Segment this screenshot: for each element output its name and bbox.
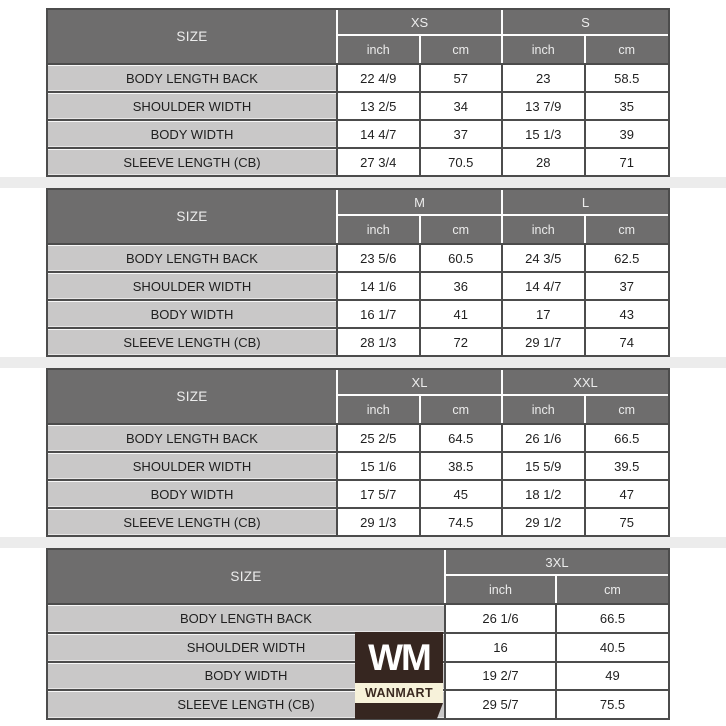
unit-header-inch: inch bbox=[446, 576, 557, 603]
value-cell: 13 7/9 bbox=[503, 91, 586, 119]
unit-header-cm: cm bbox=[586, 396, 669, 423]
unit-header-cm: cm bbox=[421, 396, 504, 423]
value-cell: 24 3/5 bbox=[503, 243, 586, 271]
size-table-xl-xxl bbox=[46, 368, 670, 537]
value-cell: 19 2/7 bbox=[446, 661, 557, 690]
value-cell: 36 bbox=[421, 271, 504, 299]
size-group-header-xl: XL bbox=[338, 370, 503, 396]
value-cell: 18 1/2 bbox=[503, 479, 586, 507]
value-cell: 66.5 bbox=[586, 423, 669, 451]
row-label: SHOULDER WIDTH bbox=[48, 632, 446, 661]
value-cell: 70.5 bbox=[421, 147, 504, 175]
size-column-header: SIZE bbox=[48, 550, 446, 603]
unit-header-cm: cm bbox=[421, 36, 504, 63]
unit-header-inch: inch bbox=[338, 396, 421, 423]
row-label: BODY WIDTH bbox=[48, 299, 338, 327]
size-group-header-m: M bbox=[338, 190, 503, 216]
value-cell: 38.5 bbox=[421, 451, 504, 479]
value-cell: 14 1/6 bbox=[338, 271, 421, 299]
size-column-header: SIZE bbox=[48, 370, 338, 423]
value-cell: 58.5 bbox=[586, 63, 669, 91]
value-cell: 22 4/9 bbox=[338, 63, 421, 91]
size-group-header-l: L bbox=[503, 190, 668, 216]
value-cell: 39 bbox=[586, 119, 669, 147]
value-cell: 17 5/7 bbox=[338, 479, 421, 507]
unit-header-cm: cm bbox=[557, 576, 668, 603]
row-label: SHOULDER WIDTH bbox=[48, 271, 338, 299]
row-label: BODY LENGTH BACK bbox=[48, 423, 338, 451]
value-cell: 14 4/7 bbox=[338, 119, 421, 147]
row-label: SLEEVE LENGTH (CB) bbox=[48, 689, 446, 718]
row-label: BODY WIDTH bbox=[48, 661, 446, 690]
value-cell: 60.5 bbox=[421, 243, 504, 271]
value-cell: 45 bbox=[421, 479, 504, 507]
value-cell: 75 bbox=[586, 507, 669, 535]
row-label: SHOULDER WIDTH bbox=[48, 451, 338, 479]
unit-header-inch: inch bbox=[338, 36, 421, 63]
value-cell: 23 5/6 bbox=[338, 243, 421, 271]
row-label: BODY WIDTH bbox=[48, 479, 338, 507]
size-table-xs-s bbox=[46, 8, 670, 177]
value-cell: 15 1/6 bbox=[338, 451, 421, 479]
value-cell: 49 bbox=[557, 661, 668, 690]
size-chart-sheet bbox=[46, 8, 670, 720]
value-cell: 57 bbox=[421, 63, 504, 91]
logo-monogram: WM bbox=[355, 632, 443, 683]
value-cell: 26 1/6 bbox=[446, 603, 557, 632]
value-cell: 64.5 bbox=[421, 423, 504, 451]
size-group-header-xs: XS bbox=[338, 10, 503, 36]
value-cell: 29 5/7 bbox=[446, 689, 557, 718]
size-table-m-l bbox=[46, 188, 670, 357]
value-cell: 39.5 bbox=[586, 451, 669, 479]
value-cell: 29 1/3 bbox=[338, 507, 421, 535]
value-cell: 28 1/3 bbox=[338, 327, 421, 355]
size-column-header: SIZE bbox=[48, 10, 338, 63]
row-label: SHOULDER WIDTH bbox=[48, 91, 338, 119]
value-cell: 17 bbox=[503, 299, 586, 327]
wanmart-logo bbox=[355, 632, 443, 719]
size-column-header: SIZE bbox=[48, 190, 338, 243]
value-cell: 14 4/7 bbox=[503, 271, 586, 299]
value-cell: 74 bbox=[586, 327, 669, 355]
unit-header-inch: inch bbox=[503, 216, 586, 243]
row-label: BODY WIDTH bbox=[48, 119, 338, 147]
value-cell: 34 bbox=[421, 91, 504, 119]
row-label: BODY LENGTH BACK bbox=[48, 63, 338, 91]
unit-header-inch: inch bbox=[503, 36, 586, 63]
value-cell: 23 bbox=[503, 63, 586, 91]
row-label: BODY LENGTH BACK bbox=[48, 603, 446, 632]
row-label: SLEEVE LENGTH (CB) bbox=[48, 507, 338, 535]
value-cell: 13 2/5 bbox=[338, 91, 421, 119]
value-cell: 40.5 bbox=[557, 632, 668, 661]
value-cell: 28 bbox=[503, 147, 586, 175]
value-cell: 35 bbox=[586, 91, 669, 119]
logo-ribbon bbox=[355, 703, 443, 719]
row-label: SLEEVE LENGTH (CB) bbox=[48, 147, 338, 175]
value-cell: 37 bbox=[586, 271, 669, 299]
value-cell: 27 3/4 bbox=[338, 147, 421, 175]
value-cell: 71 bbox=[586, 147, 669, 175]
value-cell: 72 bbox=[421, 327, 504, 355]
value-cell: 75.5 bbox=[557, 689, 668, 718]
value-cell: 16 bbox=[446, 632, 557, 661]
value-cell: 62.5 bbox=[586, 243, 669, 271]
unit-header-inch: inch bbox=[503, 396, 586, 423]
size-group-header-3xl: 3XL bbox=[446, 550, 668, 576]
value-cell: 74.5 bbox=[421, 507, 504, 535]
value-cell: 26 1/6 bbox=[503, 423, 586, 451]
value-cell: 29 1/2 bbox=[503, 507, 586, 535]
value-cell: 47 bbox=[586, 479, 669, 507]
value-cell: 37 bbox=[421, 119, 504, 147]
value-cell: 41 bbox=[421, 299, 504, 327]
value-cell: 15 5/9 bbox=[503, 451, 586, 479]
logo-wordmark: WANMART bbox=[355, 683, 443, 703]
unit-header-inch: inch bbox=[338, 216, 421, 243]
unit-header-cm: cm bbox=[586, 216, 669, 243]
unit-header-cm: cm bbox=[421, 216, 504, 243]
value-cell: 43 bbox=[586, 299, 669, 327]
value-cell: 29 1/7 bbox=[503, 327, 586, 355]
row-label: SLEEVE LENGTH (CB) bbox=[48, 327, 338, 355]
size-group-header-s: S bbox=[503, 10, 668, 36]
value-cell: 15 1/3 bbox=[503, 119, 586, 147]
unit-header-cm: cm bbox=[586, 36, 669, 63]
size-group-header-xxl: XXL bbox=[503, 370, 668, 396]
value-cell: 16 1/7 bbox=[338, 299, 421, 327]
row-label: BODY LENGTH BACK bbox=[48, 243, 338, 271]
value-cell: 25 2/5 bbox=[338, 423, 421, 451]
value-cell: 66.5 bbox=[557, 603, 668, 632]
